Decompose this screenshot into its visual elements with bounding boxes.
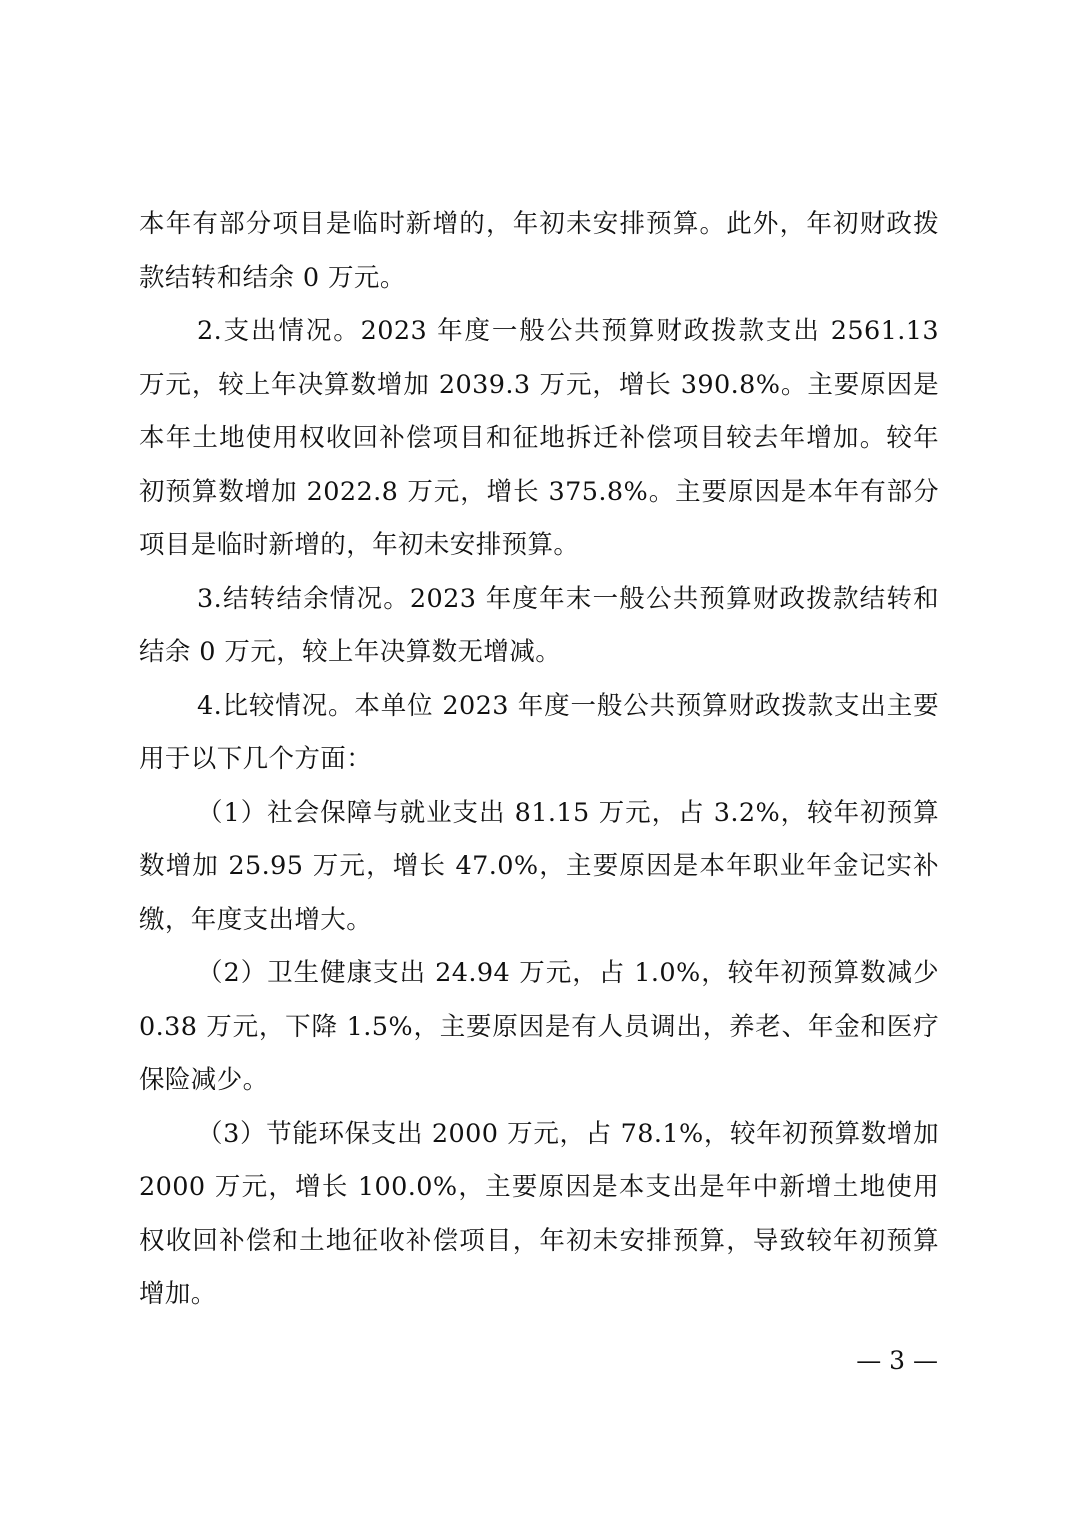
paragraph-6-health: （2）卫生健康支出 24.94 万元，占 1.0%，较年初预算数减少 0.38 万元，下降 1.5%，主要原因是有人员调出，养老、年金和医疗保险减少。	[139, 958, 939, 1095]
document-body	[139, 198, 939, 1322]
paragraph-4-comparison: 4.比较情况。本单位 2023 年度一般公共预算财政拨款支出主要用于以下几个方面：	[139, 690, 939, 774]
paragraph-2-expenditure: 2.支出情况。2023 年度一般公共预算财政拨款支出 2561.13 万元，较上年决算数增加 2039.3 万元，增长 390.8%。主要原因是本年土地使用权收回补偿项目和征地拆迁补偿项目较去年增加。较年初预算数增加 2022.8 万元，增长 375.8%。主要原因是本年有部分项目是临时新增的，年初未安排预算。	[139, 316, 939, 560]
paragraph-1: 本年有部分项目是临时新增的，年初未安排预算。此外，年初财政拨款结转和结余 0 万元。	[139, 209, 939, 293]
paragraph-7-environment: （3）节能环保支出 2000 万元，占 78.1%，较年初预算数增加 2000 万元，增长 100.0%，主要原因是本支出是年中新增土地使用权收回补偿和土地征收补偿项目，年初未安排预算，导致较年初预算增加。	[139, 1118, 939, 1309]
paragraph-5-social-security: （1）社会保障与就业支出 81.15 万元，占 3.2%，较年初预算数增加 25.95 万元，增长 47.0%，主要原因是本年职业年金记实补缴，年度支出增大。	[139, 797, 939, 935]
page-number: — 3 —	[856, 1346, 938, 1375]
paragraph-3-carryover: 3.结转结余情况。2023 年度年末一般公共预算财政拨款结转和结余 0 万元，较上年决算数无增减。	[139, 583, 939, 667]
